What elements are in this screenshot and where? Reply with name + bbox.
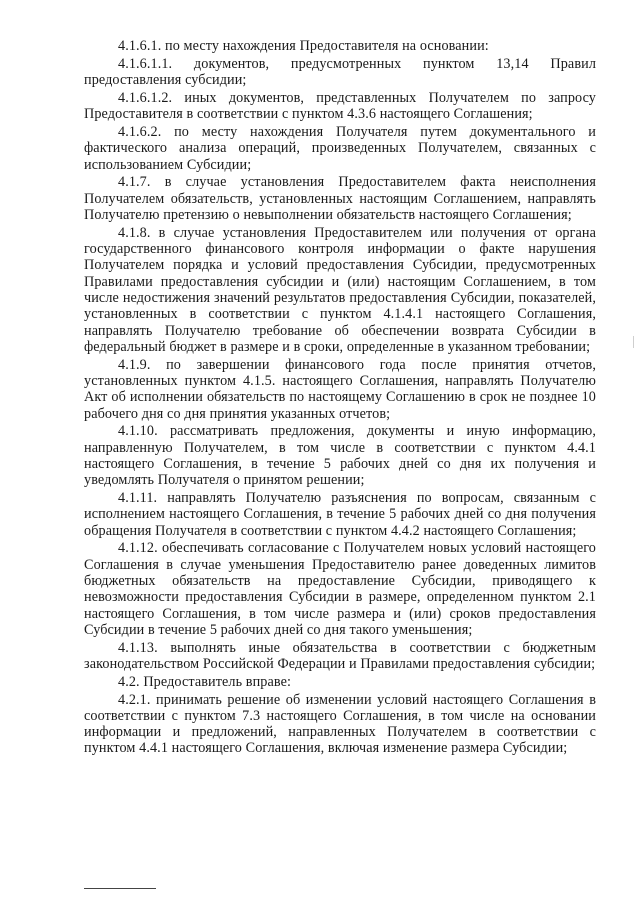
clause-4-1-13: 4.1.13. выполнять иные обязательства в соответствии с бюджетным законодательством Российской Федерации и Правилами предоставления субсидии; xyxy=(84,639,596,672)
clause-4-1-6-1: 4.1.6.1. по месту нахождения Предоставителя на основании: xyxy=(118,38,489,54)
clause-4-1-6-1-2: 4.1.6.1.2. иных документов, представленных Получателем по запросу Предоставителя в соответствии с пунктом 4.3.6 настоящего Соглашения; xyxy=(84,89,596,123)
clause-4-2-1: 4.2.1. принимать решение об изменении условий настоящего Соглашения в соответствии с пунктом 7.3 настоящего Соглашения, в том числе на основании информации и предложений, направленных Получателем в соответствии с пунктом 4.4.1 настоящего Соглашения, включая изменение размера Субсидии; xyxy=(84,691,596,757)
clause-4-1-10: 4.1.10. рассматривать предложения, документы и иную информацию, направленную Получателем, в том числе в соответствии с пунктом 4.4.1 настоящего Соглашения, в течение 5 рабочих дней со дня их получения и уведомлять Получателя о принятом решении; xyxy=(84,423,596,489)
scan-mark xyxy=(633,336,634,348)
clause-4-1-12: 4.1.12. обеспечивать согласование с Получателем новых условий настоящего Соглашения в случае уменьшения Предоставителю ранее доведенных лимитов бюджетных обязательств на предоставление Субсидии, приводящего к невозможности предоставления Субсидии в размере, определенном пунктом 2.1 настоящего Соглашения, в том числе размера и (или) сроков предоставления Субсидии в течение 5 рабочих дней со дня такого уменьшения; xyxy=(84,540,596,638)
clause-4-1-6-2: 4.1.6.2. по месту нахождения Получателя путем документального и фактического анализа операций, произведенных Получателем, связанных с использованием Субсидии; xyxy=(84,123,596,173)
document-body xyxy=(84,38,596,758)
footnote-divider xyxy=(84,888,156,889)
clause-4-1-9: 4.1.9. по завершении финансового года после принятия отчетов, установленных пунктом 4.1.5. настоящего Соглашения, направлять Получателю Акт об исполнении обязательств по настоящему Соглашению в срок не позднее 10 рабочего дня со дня принятия указанных отчетов; xyxy=(84,356,596,422)
clause-4-1-6-1-1: 4.1.6.1.1. документов, предусмотренных пунктом 13,14 Правил предоставления субсидии; xyxy=(84,55,596,89)
clause-4-2: 4.2. Предоставитель вправе: xyxy=(118,673,292,690)
clause-4-1-11: 4.1.11. направлять Получателю разъяснения по вопросам, связанным с исполнением настоящего Соглашения, в течение 5 рабочих дней со дня получения обращения Получателя в соответствии с пунктом 4.4.2 настоящего Соглашения; xyxy=(84,490,596,539)
clause-4-1-8: 4.1.8. в случае установления Предоставителем или получения от органа государственного финансового контроля информации о факте нарушения Получателем порядка и условий предоставления Субсидии, предусмотренных Правилами предоставления субсидии и (или) настоящим Соглашением, в том числе недостижения значений результатов предоставления Субсидии, показателей, установленных в соответствии с пунктом 4.1.4.1 настоящего Соглашения, направлять Получателю требование об обеспечении возврата Субсидии в федеральный бюджет в размере и в сроки, определенные в указанном требовании; xyxy=(84,224,596,355)
clause-4-1-7: 4.1.7. в случае установления Предоставителем факта неисполнения Получателем обязательств, установленных настоящим Соглашением, направлять Получателю претензию о невыполнении обязательств настоящего Соглашения; xyxy=(84,174,596,223)
